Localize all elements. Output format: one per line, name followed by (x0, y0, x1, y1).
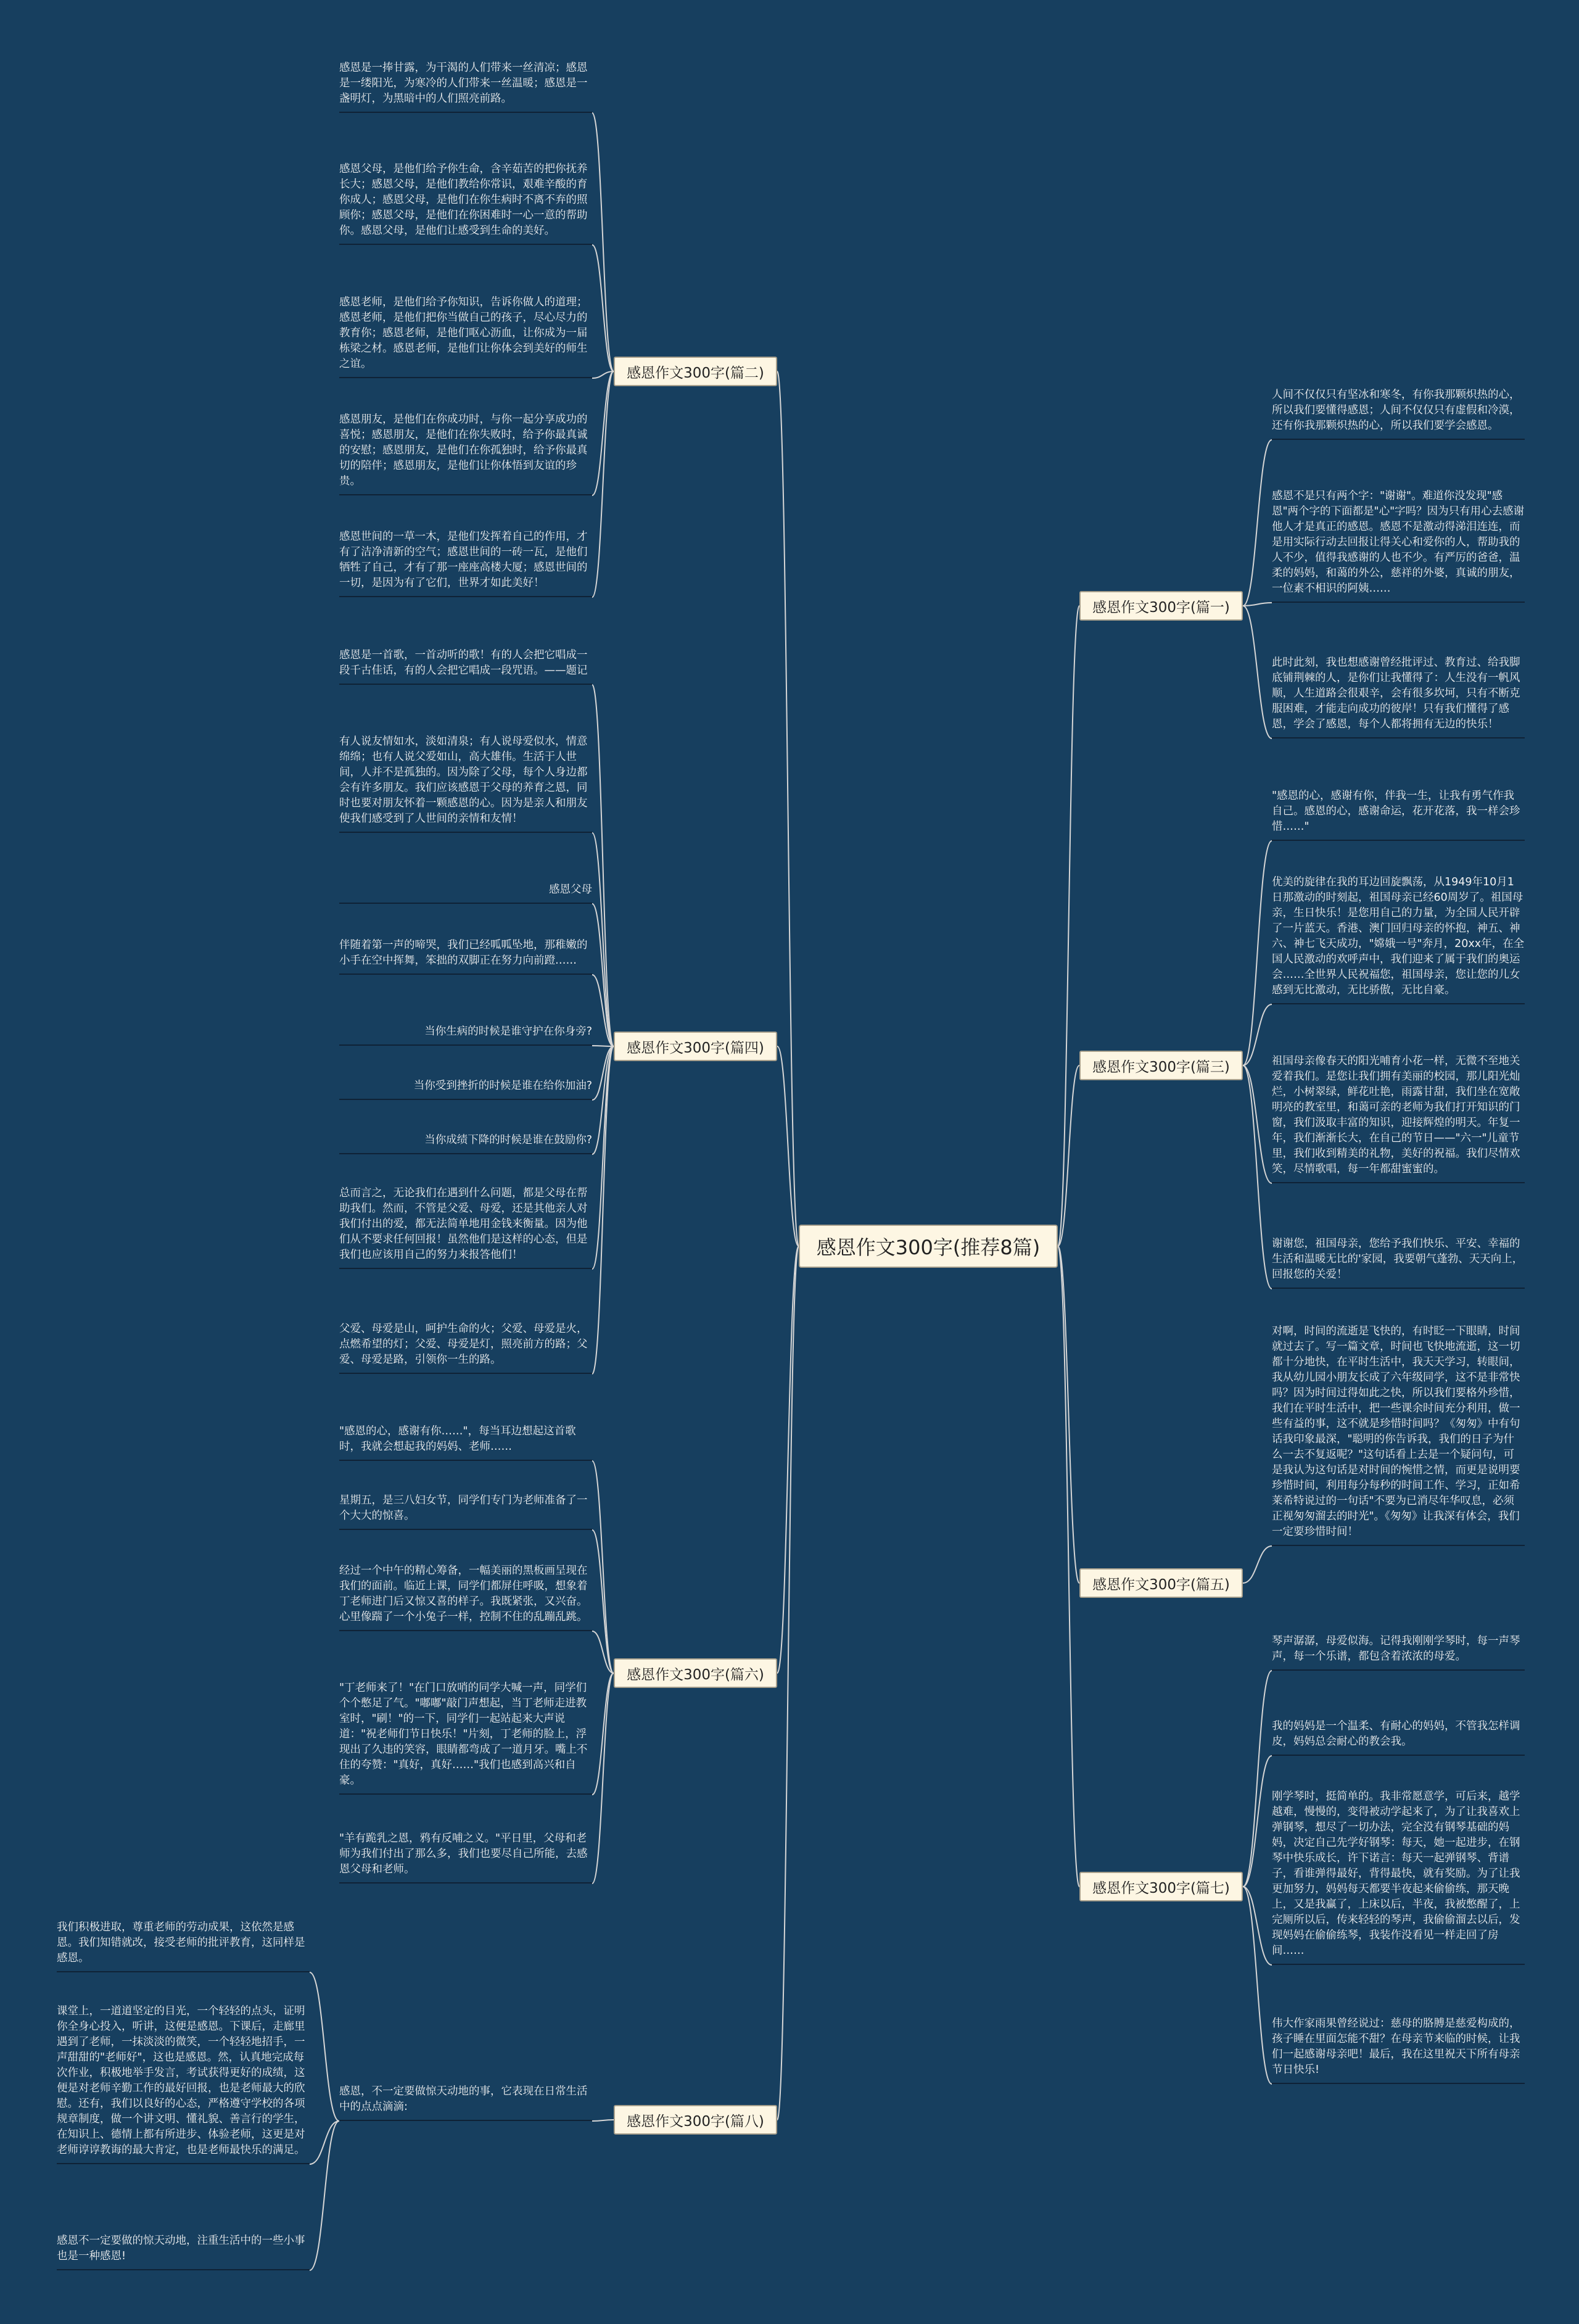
connector-line (1243, 1671, 1272, 1887)
leaf-text: 感恩是一首歌，一首动听的歌！有的人会把它唱成一段千古佳话，有的人会把它唱成一段咒语。——题记 (339, 648, 592, 685)
connector-line (777, 371, 799, 1246)
connector-line (592, 245, 614, 371)
connector-line (592, 1461, 614, 1673)
connector-line (1243, 1887, 1272, 1965)
leaf-text: "感恩的心，感谢有你……"，每当耳边想起这首歌时，我就会想起我的妈妈、老师…… (339, 1424, 592, 1461)
leaf-text: 祖国母亲像春天的阳光哺育小花一样，无微不至地关爱着我们。是您让我们拥有美丽的校园，那儿阳光灿烂，小树翠绿，鲜花吐艳，雨露甘甜，我们坐在宽敞明亮的教室里，和蔼可亲的老师为我们打开知识的门窗，我们汲取丰富的知识，迎接辉煌的明天。年复一年，我们渐渐长大，在自己的节日——"六一"儿童节里，我们收到精美的礼物，美好的祝福。我们尽情欢笑，尽情歌唱，每一年都甜蜜蜜的。 (1272, 1054, 1525, 1183)
leaf-text: 父爱、母爱是山，呵护生命的火；父爱、母爱是火，点燃希望的灯；父爱、母爱是灯，照亮前方的路；父爱、母爱是路，引领你一生的路。 (339, 1321, 592, 1374)
leaf-text: 刚学琴时，挺简单的。我非常愿意学，可后来，越学越难，慢慢的，变得被动学起来了，为了让我喜欢上弹钢琴，想尽了一切办法，完全没有钢琴基础的妈妈，决定自己先学好钢琴：每天，她一起进步，在钢琴中快乐成长，许下诺言：每天一起弹钢琴、背谱子，看谁弹得最好，背得最快，就有奖励。为了让我更加努力，妈妈每天都要半夜起来偷偷练，那天晚上，又是我赢了，上床以后，半夜，我被憋醒了，上完厕所以后，传来轻轻的琴声，我偷偷溜去以后，发现妈妈在偷偷练琴，我装作没看见一样走回了房间…… (1272, 1789, 1525, 1965)
connector-line (1243, 1065, 1272, 1289)
branch-node-8[interactable]: 感恩作文300字(篇八) (614, 2105, 777, 2135)
connector-line (1243, 1546, 1272, 1583)
leaf-text: 感恩不一定要做的惊天动地，注重生活中的一些小事也是一种感恩! (57, 2233, 310, 2270)
leaf-text: 星期五，是三八妇女节，同学们专门为老师准备了一个大大的惊喜。 (339, 1493, 592, 1530)
leaf-text: 优美的旋律在我的耳边回旋飘荡，从1949年10月1日那激动的时刻起，祖国母亲已经60周岁了。祖国母亲，生日快乐！是您用自己的力量，为全国人民开辟了一片蓝天。香港、澳门回归母亲的怀抱，神五、神六、神七飞天成功，"嫦娥一号"奔月，20xx年，在全国人民激动的欢呼声中，我们迎来了属于我们的奥运会……全世界人民祝福您，祖国母亲，您让您的儿女感到无比激动，无比骄傲，无比自豪。 (1272, 875, 1525, 1004)
leaf-text: "丁老师来了！"在门口放哨的同学大喊一声，同学们个个憋足了气。"嘟嘟"敲门声想起，当丁老师走进教室时，"刷！"的一下，同学们一起站起来大声说道："祝老师们节日快乐！"片刻，丁老师的脸上，浮现出了久违的笑容，眼睛都弯成了一道月牙。嘴上不住的夸赞："真好，真好……"我们也感到高兴和自豪。 (339, 1681, 592, 1795)
leaf-text: 感恩是一捧甘露，为干渴的人们带来一丝清凉；感恩是一缕阳光，为寒冷的人们带来一丝温暖；感恩是一盏明灯，为黑暗中的人们照亮前路。 (339, 60, 592, 113)
connector-line (1243, 606, 1272, 738)
connector-line (310, 1972, 339, 2121)
connector-line (1243, 1065, 1272, 1183)
connector-line (592, 1046, 614, 1154)
connector-line (777, 1246, 799, 1673)
connector-line (592, 2120, 614, 2121)
leaf-text: 伟大作家雨果曾经说过：慈母的胳膊是慈爱构成的，孩子睡在里面怎能不甜？在母亲节来临的时候，让我们一起感谢母亲吧！最后，我在这里祝天下所有母亲节日快乐! (1272, 2016, 1525, 2084)
branch-node-7[interactable]: 感恩作文300字(篇七) (1079, 1872, 1243, 1901)
connector-line (592, 904, 614, 1046)
leaf-text: 人间不仅仅只有坚冰和寒冬，有你我那颗炽热的心，所以我们要懂得感恩；人间不仅仅只有虚假和冷漠，还有你我那颗炽热的心，所以我们要学会感恩。 (1272, 387, 1525, 440)
connector-line (1243, 1887, 1272, 2084)
leaf-text: 感恩，不一定要做惊天动地的事，它表现在日常生活中的点点滴滴: (339, 2084, 592, 2121)
leaf-text: "羊有跪乳之恩，鸦有反哺之义。"平日里，父母和老师为我们付出了那么多，我们也要尽自己所能，去感恩父母和老师。 (339, 1831, 592, 1884)
leaf-text: 谢谢您，祖国母亲，您给予我们快乐、平安、幸福的生活和温暖无比的'家园，我要朝气蓬勃、天天向上，回报您的关爱！ (1272, 1236, 1525, 1289)
leaf-text: 当你受到挫折的时候是谁在给你加油? (339, 1078, 592, 1100)
leaf-text: 当你生病的时候是谁守护在你身旁? (339, 1024, 592, 1046)
connector-line (1243, 603, 1272, 606)
branch-node-1[interactable]: 感恩作文300字(篇一) (1079, 591, 1243, 621)
leaf-text: 我的妈妈是一个温柔、有耐心的妈妈，不管我怎样调皮，妈妈总会耐心的教会我。 (1272, 1719, 1525, 1756)
leaf-text: 感恩父母 (339, 882, 592, 904)
leaf-text: 感恩朋友，是他们在你成功时，与你一起分享成功的喜悦；感恩朋友，是他们在你失败时，给予你最真诚的安慰；感恩朋友，是他们在你孤独时，给予你最真切的陪伴；感恩朋友，是他们让你体悟到友谊的珍贵。 (339, 412, 592, 495)
leaf-text: 此时此刻，我也想感谢曾经批评过、教育过、给我脚底铺荆棘的人，是你们让我懂得了：人生没有一帆风顺，人生道路会很艰辛，会有很多坎坷，只有不断克服困难，才能走向成功的彼岸！只有我们懂得了感恩，学会了感恩，每个人都将拥有无边的快乐！ (1272, 655, 1525, 738)
leaf-text: 总而言之，无论我们在遇到什么问题，都是父母在帮助我们。然而，不管是父爱、母爱，还是其他亲人对我们付出的爱，都无法简单地用金钱来衡量。因为他们从不要求任何回报！虽然他们是这样的心态，但是我们也应该用自己的努力来报答他们！ (339, 1186, 592, 1269)
leaf-text: 伴随着第一声的啼哭，我们已经呱呱坠地，那稚嫩的小手在空中挥舞，笨拙的双脚正在努力向前蹬…… (339, 938, 592, 975)
connector-line (592, 113, 614, 371)
branch-node-5[interactable]: 感恩作文300字(篇五) (1079, 1568, 1243, 1598)
leaf-text: 琴声潺潺，母爱似海。记得我刚刚学琴时，每一声琴声，每一个乐谱，都包含着浓浓的母爱。 (1272, 1634, 1525, 1671)
connector-line (777, 1246, 799, 2120)
connector-line (1058, 1246, 1079, 1887)
leaf-text: 感恩父母，是他们给予你生命，含辛茹苦的把你抚养长大；感恩父母，是他们教给你常识，艰难辛酸的育你成人；感恩父母，是他们在你生病时不离不弃的照顾你；感恩父母，是他们在你困难时一心一意的帮助你。感恩父母，是他们让感受到生命的美好。 (339, 162, 592, 245)
leaf-text: 有人说友情如水，淡如清泉；有人说母爱似水，情意绵绵；也有人说父爱如山，高大雄伟。生活于人世间，人并不是孤独的。因为除了父母，每个人身边都会有许多朋友。我们应该感恩于父母的养育之恩，同时也要对朋友怀着一颗感恩的心。因为是亲人和朋友使我们感受到了人世间的亲情和友情！ (339, 734, 592, 833)
leaf-text: 感恩不是只有两个字："谢谢"。难道你没发现"感恩"两个字的下面都是"心"字吗？因为只有用心去感谢他人才是真正的感恩。感恩不是激动得涕泪连连，而是用实际行动去回报让得关心和爱你的人，帮助我的人不少，值得我感谢的人也不少。有严厉的爸爸，温柔的妈妈，和蔼的外公，慈祥的外婆，真诚的朋友，一位素不相识的阿姨…… (1272, 489, 1525, 603)
branch-node-6[interactable]: 感恩作文300字(篇六) (614, 1658, 777, 1688)
root-node[interactable]: 感恩作文300字(推荐8篇) (799, 1225, 1058, 1268)
connector-line (592, 685, 614, 1046)
leaf-text: 课堂上，一道道坚定的目光，一个轻轻的点头，证明你全身心投入，听讲，这便是感恩。下课后，走廊里遇到了老师，一抹淡淡的微笑，一个轻轻地招手，一声甜甜的"老师好"，这也是感恩。然，认真地完成每次作业，积极地举手发言，考试获得更好的成绩，这便是对老师辛勤工作的最好回报，也是老师最大的欣慰。还有，我们以良好的心态，严格遵守学校的各项规章制度，做一个讲文明、懂礼貌、善言行的学生，在知识上、德情上都有所进步、体验老师，这更是对老师谆谆教诲的最大肯定，也是老师最快乐的满足。 (57, 2004, 310, 2164)
connector-line (1243, 841, 1272, 1065)
connector-line (592, 1046, 614, 1269)
leaf-text: 我们积极进取，尊重老师的劳动成果，这依然是感恩。我们知错就改，接受老师的批评教育，这同样是感恩。 (57, 1920, 310, 1972)
branch-node-3[interactable]: 感恩作文300字(篇三) (1079, 1051, 1243, 1080)
connector-line (592, 371, 614, 597)
connector-line (592, 1673, 614, 1884)
leaf-text: 经过一个中午的精心筹备，一幅美丽的黑板画呈现在我们的面前。临近上课，同学们都屏住呼吸，想象着丁老师进门后又惊又喜的样子。我既紧张，又兴奋。心里像踹了一个小兔子一样，控制不住的乱蹦乱跳。 (339, 1563, 592, 1631)
branch-node-4[interactable]: 感恩作文300字(篇四) (614, 1032, 777, 1061)
branch-node-2[interactable]: 感恩作文300字(篇二) (614, 357, 777, 386)
leaf-text: 当你成绩下降的时候是谁在鼓励你? (339, 1133, 592, 1154)
leaf-text: 感恩世间的一草一木，是他们发挥着自己的作用，才有了洁净清新的空气；感恩世间的一砖一瓦，是他们牺牲了自己，才有了那一座座高楼大厦；感恩世间的一切，是因为有了它们，世界才如此美好！ (339, 529, 592, 597)
connector-line (1243, 440, 1272, 606)
leaf-text: "感恩的心，感谢有你，伴我一生，让我有勇气作我自己。感恩的心，感谢命运，花开花落，我一样会珍惜……" (1272, 788, 1525, 841)
leaf-text: 对啊，时间的流逝是飞快的，有时眨一下眼睛，时间就过去了。写一篇文章，时间也飞快地流逝，这一切都十分地快，在平时生活中，我天天学习，转眼间，我从幼儿园小朋友长成了六年级同学，这不是非常快吗？因为时间过得如此之快，所以我们要格外珍惜，我们在平时生活中，把一些课余时间充分利用，做一些有益的事，这不就是珍惜时间吗？《匆匆》中有句话我印象最深，"聪明的你告诉我，我们的日子为什么一去不复返呢？"这句话看上去是一个疑问句，可是我认为这句话是对时间的惋惜之情，而更是说明要珍惜时间，利用每分每秒的时间工作、学习，正如希莱希特说过的一句话"不要为已消尽年华叹息，必须正视匆匆溜去的时光"。《匆匆》让我深有体会，我们一定要珍惜时间！ (1272, 1324, 1525, 1546)
leaf-text: 感恩老师，是他们给予你知识，告诉你做人的道理；感恩老师，是他们把你当做自己的孩子，尽心尽力的教育你；感恩老师，是他们呕心沥血，让你成为一届栋梁之材。感恩老师，是他们让你体会到美好的师生之谊。 (339, 295, 592, 378)
